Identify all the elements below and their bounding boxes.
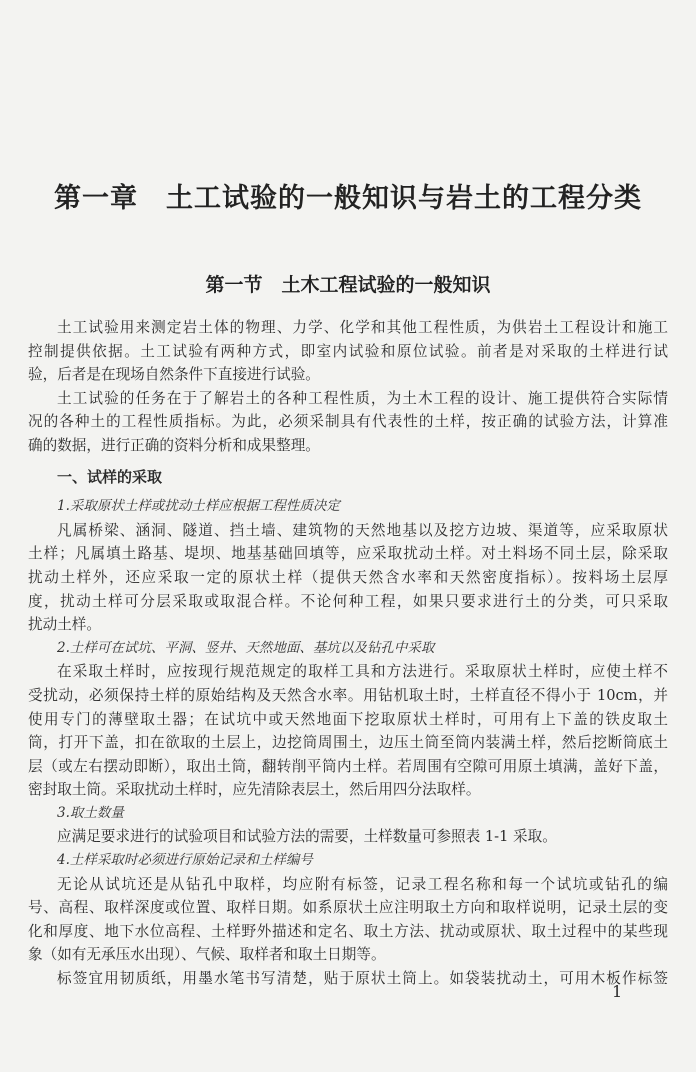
text-line: 3.取土数量 xyxy=(57,804,124,821)
section-title: 第一节 土木工程试验的一般知识 xyxy=(205,274,491,296)
paragraph xyxy=(28,316,668,387)
paragraph xyxy=(28,660,668,802)
text-line: 况的各种土的工程性质指标。为此，必须采制具有代表性的土样，按正确的试验方法，计算准 xyxy=(28,413,668,431)
text-line: 层（或左右摆动即断），取出土筒，翻转削平筒内土样。若周围有空隙可用原土填满，盖好下盖， xyxy=(28,757,668,775)
item-heading xyxy=(28,637,668,661)
page-number: 1 xyxy=(612,982,623,1001)
text-line: 密封取土筒。采取扰动土样时，应先清除表层土，然后用四分法取样。 xyxy=(28,781,481,799)
text-line: 化和厚度、地下水位高程、土样野外描述和定名、取土方法、扰动或原状、取土过程中的某些现 xyxy=(28,922,668,940)
text-line: 扰动土样。 xyxy=(28,616,101,634)
text-line: 无论从试坑还是从钻孔中取样，均应附有标签，记录工程名称和每一个试坑或钻孔的编 xyxy=(57,875,668,893)
text-line: 验，后者是在现场自然条件下直接进行试验。 xyxy=(28,366,320,384)
paragraph xyxy=(28,967,668,991)
text-line: 土样；凡属填土路基、堤坝、地基基础回填等，应采取扰动土样。对土料场不同土层，除采取 xyxy=(28,545,668,563)
text-line: 土工试验用来测定岩土体的物理、力学、化学和其他工程性质，为供岩土工程设计和施工 xyxy=(57,319,668,336)
text-line: 凡属桥梁、涵洞、隧道、挡土墙、建筑物的天然地基以及挖方边坡、渠道等，应采取原状 xyxy=(57,521,668,539)
text-line: 扰动土样外，还应采取一定的原状土样（提供天然含水率和天然密度指标）。按料场土层厚 xyxy=(28,568,668,586)
text-line: 标签宜用韧质纸，用墨水笔书写清楚，贴于原状土筒上。如袋装扰动土，可用木板作标签 xyxy=(57,970,668,988)
text-line: 4.土样采取时必须进行原始记录和土样编号 xyxy=(57,852,313,869)
text-line: 度，扰动土样可分层采取或取混合样。不论何种工程，如果只要求进行土的分类，可只采取 xyxy=(28,592,668,610)
paragraph xyxy=(28,873,668,967)
paragraph xyxy=(28,825,668,849)
paragraph xyxy=(28,387,668,458)
subsection-heading xyxy=(28,466,668,490)
text-line: 确的数据，进行正确的资料分析和成果整理。 xyxy=(28,436,320,454)
body-text xyxy=(28,316,668,991)
item-heading xyxy=(28,849,668,873)
chapter-title: 第一章 土工试验的一般知识与岩土的工程分类 xyxy=(54,183,642,214)
text-line: 使用专门的薄壁取土器；在试坑中或天然地面下挖取原状土样时，可用有上下盖的铁皮取土 xyxy=(28,710,668,728)
text-line: 2.土样可在试坑、平洞、竖井、天然地面、基坑以及钻孔中采取 xyxy=(57,639,435,656)
text-line: 号、高程、取样深度或位置、取样日期。如系原状土应注明取土方向和取样说明，记录土层的变 xyxy=(28,899,668,917)
item-heading xyxy=(28,802,668,826)
text-line: 1.采取原状土样或扰动土样应根据工程性质决定 xyxy=(57,498,340,515)
text-line: 筒，打开下盖，扣在欲取的土层上，边挖筒周围土，边压土筒至筒内装满土样，然后挖断筒底土 xyxy=(28,734,668,752)
text-line: 象（如有无承压水出现）、气候、取样者和取土日期等。 xyxy=(28,946,386,964)
text-line: 控制提供依据。土工试验有两种方式，即室内试验和原位试验。前者是对采取的土样进行试 xyxy=(28,342,668,360)
paragraph xyxy=(28,519,668,637)
text-line: 在采取土样时，应按现行规范规定的取样工具和方法进行。采取原状土样时，应使土样不 xyxy=(57,663,668,681)
item-heading xyxy=(28,495,668,519)
text-line: 土工试验的任务在于了解岩土的各种工程性质，为土木工程的设计、施工提供符合实际情 xyxy=(57,389,668,407)
text-line: 一、试样的采取 xyxy=(57,467,163,486)
text-line: 受扰动，必须保持土样的原始结构及天然含水率。用钻机取土时，土样直径不得小于 10cm，并 xyxy=(28,686,668,704)
text-line: 应满足要求进行的试验项目和试验方法的需要，土样数量可参照表 1-1 采取。 xyxy=(57,828,557,846)
